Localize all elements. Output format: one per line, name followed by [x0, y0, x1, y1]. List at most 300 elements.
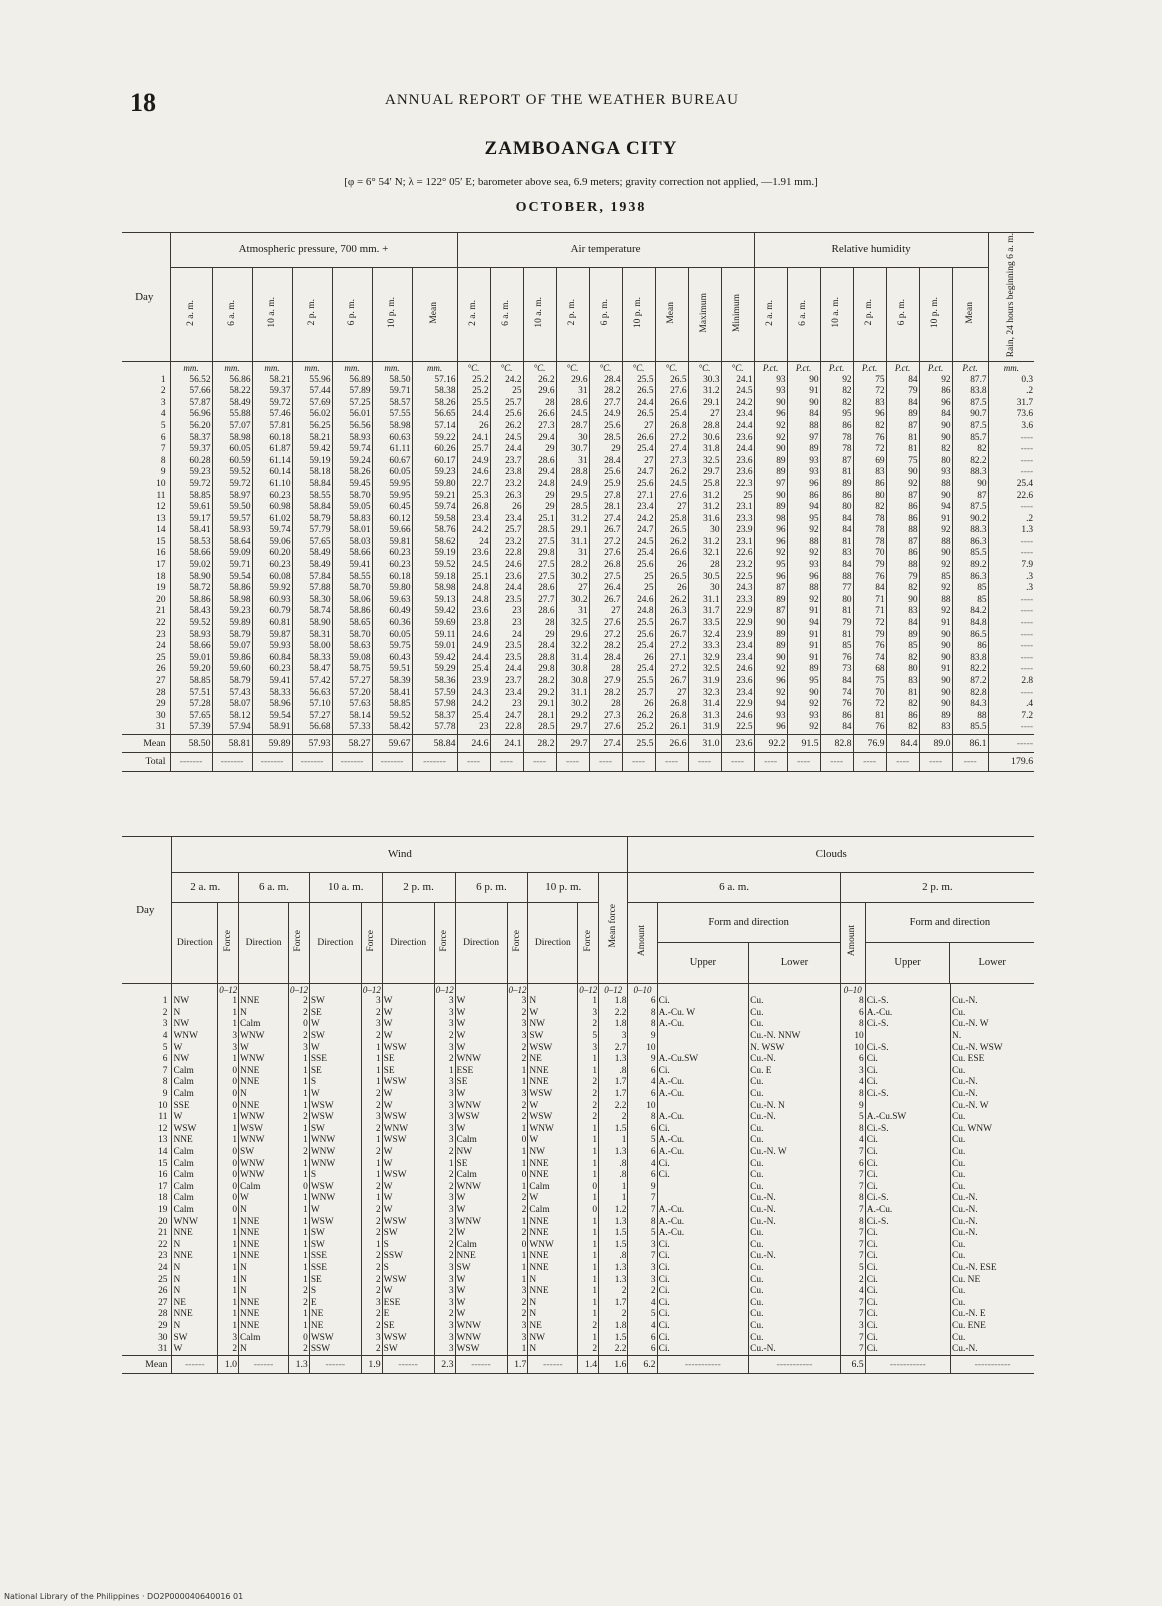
table-cell: SE: [309, 1274, 361, 1286]
table-cell: 60.23: [252, 560, 292, 572]
table-cell: 58.47: [292, 664, 332, 676]
table-cell: 89: [919, 711, 952, 723]
table-cell: 5: [840, 1112, 865, 1124]
table-cell: 25.6: [622, 629, 655, 641]
table-cell: 28.5: [556, 502, 589, 514]
table-cell: 26.7: [589, 595, 622, 607]
table-cell: ----: [988, 653, 1034, 665]
table-cell: NNE: [528, 1251, 578, 1263]
table-cell: 1: [361, 1158, 382, 1170]
table-cell: Cu.: [951, 1239, 1034, 1251]
table-cell: 96: [754, 409, 787, 421]
table-cell: NNE: [528, 1158, 578, 1170]
table-cell: 57.65: [292, 537, 332, 549]
day-cell: 25: [158, 1274, 168, 1285]
table-cell: 2.2: [599, 1100, 628, 1112]
table-cell: Ci.-S.: [865, 1089, 950, 1101]
table-cell: W: [382, 1205, 434, 1217]
table-cell: 29.7: [556, 722, 589, 734]
table-cell: 61.02: [252, 513, 292, 525]
table-cell: WSW: [382, 1135, 434, 1147]
day-cell: 28: [156, 687, 166, 698]
table-cell: 24.1: [721, 374, 754, 386]
table-cell: A.-Cu.: [657, 1205, 749, 1217]
table-cell: 2: [434, 1309, 455, 1321]
table-row: [122, 1286, 1034, 1298]
table-cell: WSW: [309, 1112, 361, 1124]
table-cell: N: [239, 1286, 289, 1298]
table-cell: 30.8: [556, 664, 589, 676]
table-row: [122, 490, 1034, 502]
table-cell: 31.9: [688, 722, 721, 734]
table-cell: 96: [787, 571, 820, 583]
table-cell: 2: [507, 1112, 528, 1124]
table-cell: 86: [886, 548, 919, 560]
upper-header: Upper: [658, 943, 750, 983]
table-cell: 84: [820, 525, 853, 537]
table-cell: 59.72: [252, 397, 292, 409]
day-cell: 5: [160, 420, 166, 431]
table-cell: 27.6: [655, 490, 688, 502]
table-cell: 3: [507, 1019, 528, 1031]
table-cell: ----: [988, 502, 1034, 514]
table-cell: 82: [853, 421, 886, 433]
library-footer: National Library of the Philippines · DO2P000040640016 01: [4, 1592, 244, 1601]
table-cell: 59.07: [212, 641, 252, 653]
table-cell: 58.85: [170, 676, 212, 688]
table-cell: 24.6: [622, 595, 655, 607]
table-cell: Cu. WNW: [951, 1124, 1034, 1136]
table-cell: 25.9: [589, 479, 622, 491]
table-cell: 56.25: [292, 421, 332, 433]
table-cell: 26.6: [622, 432, 655, 444]
table-cell: 59.01: [412, 641, 457, 653]
table-cell: 1: [361, 1066, 382, 1078]
table-cell: 59.41: [252, 676, 292, 688]
table-cell: 1: [578, 1251, 599, 1263]
unit: 0–12: [435, 984, 454, 995]
table-cell: 59.22: [412, 432, 457, 444]
table-cell: Calm: [239, 1182, 289, 1194]
table-cell: Ci.: [865, 1251, 950, 1263]
table-cell: 22.6: [988, 490, 1034, 502]
mean-value: 24.1: [490, 734, 523, 752]
table-cell: 98: [754, 513, 787, 525]
table-cell: 3: [289, 1042, 310, 1054]
table-cell: 84: [820, 513, 853, 525]
table-cell: NNE: [239, 1216, 289, 1228]
table-cell: 23.9: [457, 676, 490, 688]
table-cell: 92: [787, 525, 820, 537]
table-cell: 58.57: [372, 397, 412, 409]
table-cell: 24.9: [556, 479, 589, 491]
table-cell: 2: [361, 1147, 382, 1159]
table-cell: W: [382, 1182, 434, 1194]
table-cell: 27.2: [589, 537, 622, 549]
table-cell: SSE: [309, 1263, 361, 1275]
day-cell: 4: [162, 1031, 168, 1042]
table-cell: Calm: [172, 1077, 218, 1089]
unit: 0–10: [840, 984, 865, 997]
table-row: [122, 629, 1034, 641]
direction-header: Direction: [382, 903, 434, 984]
table-cell: 1: [361, 1170, 382, 1182]
table-cell: 58.70: [332, 490, 372, 502]
table-cell: 25.2: [457, 374, 490, 386]
table-cell: 1: [507, 1182, 528, 1194]
table-cell: 4: [840, 1077, 865, 1089]
table-cell: 27.2: [589, 629, 622, 641]
table-cell: 2: [289, 1031, 310, 1043]
table-cell: 23.6: [457, 548, 490, 560]
table-cell: Ci.: [865, 1274, 950, 1286]
table-cell: Cu.: [749, 1274, 841, 1286]
table-cell: 93: [754, 374, 787, 386]
table-row: [122, 664, 1034, 676]
table-cell: 1: [361, 1239, 382, 1251]
table-cell: 56.65: [412, 409, 457, 421]
table-cell: 26.2: [523, 374, 556, 386]
table-cell: 80: [820, 502, 853, 514]
table-cell: 8: [840, 996, 865, 1008]
table-cell: 58.86: [332, 606, 372, 618]
table-cell: W: [455, 1286, 507, 1298]
table-cell: 26.7: [655, 618, 688, 630]
table-cell: 1: [289, 1100, 310, 1112]
table-cell: 2: [628, 1286, 657, 1298]
table-cell: 26.5: [622, 386, 655, 398]
table-cell: 2: [361, 1309, 382, 1321]
table-cell: 29.4: [523, 432, 556, 444]
table-cell: 1: [218, 1228, 239, 1240]
table-cell: 58.93: [212, 525, 252, 537]
table-cell: 3: [599, 1031, 628, 1043]
table-row: [122, 1170, 1034, 1182]
table-cell: 58.93: [170, 629, 212, 641]
table-cell: 30.5: [688, 571, 721, 583]
table-cell: 2: [434, 1251, 455, 1263]
table-cell: 57.87: [170, 397, 212, 409]
table-cell: 1: [578, 1274, 599, 1286]
table-cell: 60.20: [252, 548, 292, 560]
table-cell: 57.07: [212, 421, 252, 433]
table-row: [122, 1089, 1034, 1101]
table-cell: W: [455, 1089, 507, 1101]
table-cell: 27.1: [622, 490, 655, 502]
table-cell: 25.5: [622, 374, 655, 386]
table-cell: 1: [578, 996, 599, 1008]
table-cell: 82: [820, 397, 853, 409]
table-cell: Cu.-N.: [749, 1251, 841, 1263]
table-cell: W: [455, 1205, 507, 1217]
table-cell: 7: [840, 1228, 865, 1240]
table-cell: 31.2: [688, 386, 721, 398]
table-cell: WNW: [239, 1170, 289, 1182]
table-cell: SE: [309, 1066, 361, 1078]
table-cell: .2: [988, 386, 1034, 398]
table-cell: 1: [507, 1216, 528, 1228]
mean-row: Mean ------ 1.0 ------ 1.3 ------ 1.9 ------ 2.3 ------ 1.7 ------ 1.4 1.6 6.2 ----------- ----------- 6.5 ----------- -----------: [122, 1356, 1034, 1374]
unit: mm.: [332, 362, 372, 375]
table-cell: 60.05: [372, 629, 412, 641]
day-cell: 24: [156, 641, 166, 652]
day-cell: 7: [160, 444, 166, 455]
table-cell: 87: [754, 606, 787, 618]
table-cell: SE: [455, 1158, 507, 1170]
table-cell: Ci.: [865, 1135, 950, 1147]
table-cell: 59.21: [412, 490, 457, 502]
table-cell: Ci.: [657, 1066, 749, 1078]
table-cell: 55.88: [212, 409, 252, 421]
table-cell: 80: [919, 455, 952, 467]
mean-value: 1.3: [289, 1356, 310, 1374]
table-cell: 3: [578, 1008, 599, 1020]
table-cell: 59.23: [170, 467, 212, 479]
mean-value: -----: [988, 734, 1034, 752]
table-cell: 87: [886, 537, 919, 549]
table-cell: 3: [361, 1332, 382, 1344]
table-cell: 7: [628, 1251, 657, 1263]
table-cell: 82: [853, 502, 886, 514]
table-cell: 59.74: [332, 444, 372, 456]
table-cell: 1: [289, 1066, 310, 1078]
table-cell: 59.80: [372, 583, 412, 595]
table-cell: 92: [919, 606, 952, 618]
table-cell: 3: [507, 1286, 528, 1298]
table-cell: Ci.: [865, 1263, 950, 1275]
table-cell: 93: [787, 711, 820, 723]
day-cell: 13: [158, 1135, 168, 1146]
table-cell: 59.50: [212, 502, 252, 514]
table-cell: NE: [528, 1054, 578, 1066]
table-cell: NW: [172, 1019, 218, 1031]
table-cell: Cu.-N. W: [749, 1147, 841, 1159]
report-month: OCTOBER, 1938: [515, 200, 647, 215]
table-cell: 88: [787, 583, 820, 595]
minimum-header: Minimum: [732, 293, 743, 332]
mean-value: 6.2: [628, 1356, 657, 1374]
total-label: Total: [122, 752, 170, 771]
table-cell: 31.8: [688, 444, 721, 456]
table-cell: 10: [840, 1031, 865, 1043]
table-cell: 26.2: [655, 537, 688, 549]
table-cell: 58.26: [412, 397, 457, 409]
table-cell: 59.24: [332, 455, 372, 467]
table-cell: SSW: [309, 1344, 361, 1356]
table-cell: 1: [599, 1135, 628, 1147]
table-cell: 26.8: [655, 711, 688, 723]
table-cell: 24.1: [457, 432, 490, 444]
wind-time-header: 10 a. m.: [309, 873, 382, 903]
hour-header: 10 p. m.: [930, 297, 941, 329]
table-cell: 71: [853, 606, 886, 618]
table-cell: Cu.: [951, 1286, 1034, 1298]
hour-header: 2 a. m.: [765, 299, 776, 326]
table-cell: 59.89: [212, 618, 252, 630]
table-cell: 79: [886, 386, 919, 398]
table-cell: 29.8: [523, 548, 556, 560]
table-cell: 28.6: [523, 583, 556, 595]
table-row: [122, 1147, 1034, 1159]
table-cell: 76: [820, 653, 853, 665]
table-cell: 90: [754, 444, 787, 456]
table-cell: SW: [528, 1031, 578, 1043]
table-cell: 26: [490, 502, 523, 514]
table-cell: N: [528, 1309, 578, 1321]
table-cell: 59.19: [412, 548, 457, 560]
table-cell: 61.14: [252, 455, 292, 467]
table-cell: WNW: [172, 1031, 218, 1043]
table-cell: 24.6: [721, 711, 754, 723]
table-cell: 24.9: [457, 641, 490, 653]
table-cell: 57.14: [412, 421, 457, 433]
table-cell: Ci.: [865, 1182, 950, 1194]
table-cell: 87: [886, 490, 919, 502]
table-cell: 83: [853, 467, 886, 479]
table-cell: 58.53: [170, 537, 212, 549]
table-cell: Cu.: [749, 1286, 841, 1298]
table-cell: 1.2: [599, 1205, 628, 1217]
table-cell: 2: [599, 1309, 628, 1321]
table-cell: 80: [853, 490, 886, 502]
table-cell: 58.33: [292, 653, 332, 665]
table-cell: 88: [886, 560, 919, 572]
table-cell: 59.75: [372, 641, 412, 653]
table-row: [122, 432, 1034, 444]
table-cell: 82: [820, 386, 853, 398]
table-cell: 3: [434, 1263, 455, 1275]
table-cell: Cu.-N. ESE: [951, 1263, 1034, 1275]
table-cell: 60.49: [372, 606, 412, 618]
table-cell: NW: [455, 1147, 507, 1159]
table-cell: 0: [289, 1332, 310, 1344]
table-cell: 25.8: [655, 513, 688, 525]
table-cell: Cu.: [951, 1147, 1034, 1159]
table-cell: 0: [218, 1205, 239, 1217]
table-cell: 1: [361, 1054, 382, 1066]
table-cell: 27.8: [589, 490, 622, 502]
table-cell: 94: [754, 699, 787, 711]
table-cell: 23.6: [721, 676, 754, 688]
table-cell: 3: [361, 1112, 382, 1124]
table-cell: Cu.: [951, 1066, 1034, 1078]
table-cell: 2: [289, 1297, 310, 1309]
table-cell: 26.6: [655, 548, 688, 560]
table-cell: 59.95: [372, 479, 412, 491]
table-cell: NNE: [528, 1263, 578, 1275]
table-cell: 1: [361, 1193, 382, 1205]
table-cell: 92: [754, 664, 787, 676]
unit: P.ct.: [919, 362, 952, 375]
direction-header: Direction: [172, 903, 218, 984]
table-cell: 3: [507, 1332, 528, 1344]
table-cell: 95: [820, 409, 853, 421]
table-cell: 58.14: [332, 711, 372, 723]
table-cell: 57.79: [292, 525, 332, 537]
air-temperature-group-header: Air temperature: [457, 233, 754, 268]
table-cell: 58.90: [170, 571, 212, 583]
table-cell: A.-Cu.: [657, 1077, 749, 1089]
table-cell: 57.84: [292, 571, 332, 583]
day-cell: 11: [156, 490, 166, 501]
table-cell: 0: [218, 1066, 239, 1078]
table-cell: 58.93: [332, 432, 372, 444]
table-cell: 59.72: [170, 479, 212, 491]
cloud-time-header: 6 a. m.: [628, 873, 840, 903]
table-cell: 1.5: [599, 1124, 628, 1136]
table-cell: 26.7: [589, 525, 622, 537]
table-cell: W: [528, 1135, 578, 1147]
table-cell: SW: [239, 1147, 289, 1159]
table-row: [122, 1182, 1034, 1194]
humidity-group-header: Relative humidity: [754, 233, 988, 268]
table-cell: 24.4: [721, 444, 754, 456]
table-cell: 25: [721, 490, 754, 502]
table-cell: [657, 1100, 749, 1112]
table-cell: 25.4: [622, 548, 655, 560]
table-cell: 89: [754, 502, 787, 514]
table-cell: 24.2: [457, 525, 490, 537]
hour-header: 10 a. m.: [266, 297, 277, 328]
table-cell: 27.6: [589, 722, 622, 734]
table-cell: 2: [289, 1112, 310, 1124]
table-cell: 1: [289, 1309, 310, 1321]
table-cell: 57.16: [412, 374, 457, 386]
table-cell: 1: [599, 1193, 628, 1205]
force-header: Force: [222, 930, 233, 952]
table-cell: NE: [309, 1321, 361, 1333]
table-row: [122, 606, 1034, 618]
unit: °C.: [589, 362, 622, 375]
table-cell: Ci.: [657, 1309, 749, 1321]
table-cell: 58.83: [332, 513, 372, 525]
day-cell: 17: [158, 1181, 168, 1192]
table-cell: 2: [434, 1031, 455, 1043]
table-cell: 28.8: [688, 421, 721, 433]
table-cell: 0: [218, 1089, 239, 1101]
table-cell: 28.6: [523, 606, 556, 618]
table-cell: 26: [655, 583, 688, 595]
table-cell: Ci.: [865, 1239, 950, 1251]
table-cell: 59.11: [412, 629, 457, 641]
table-cell: 59.51: [372, 664, 412, 676]
table-cell: 24: [457, 537, 490, 549]
table-cell: WSW: [528, 1089, 578, 1101]
table-cell: 2: [507, 1100, 528, 1112]
table-cell: 57.27: [292, 711, 332, 723]
unit: °C.: [622, 362, 655, 375]
table-cell: 24.2: [721, 397, 754, 409]
table-cell: 86: [820, 421, 853, 433]
table-cell: SSE: [309, 1251, 361, 1263]
table-cell: 59.37: [170, 444, 212, 456]
table-cell: 60.45: [372, 502, 412, 514]
table-cell: WNW: [239, 1158, 289, 1170]
hour-header: 10 a. m.: [831, 297, 842, 328]
table-cell: 7: [840, 1309, 865, 1321]
table-cell: WSW: [382, 1332, 434, 1344]
table-cell: W: [455, 1124, 507, 1136]
table-cell: 58.84: [292, 502, 332, 514]
mean-value: 28.2: [523, 734, 556, 752]
table-row: [122, 618, 1034, 630]
mean-value: 59.89: [252, 734, 292, 752]
table-cell: N: [528, 996, 578, 1008]
table-cell: 1: [578, 1297, 599, 1309]
table-cell: 2: [507, 1297, 528, 1309]
table-cell: 2.2: [599, 1344, 628, 1356]
mean-row: [122, 734, 1034, 752]
